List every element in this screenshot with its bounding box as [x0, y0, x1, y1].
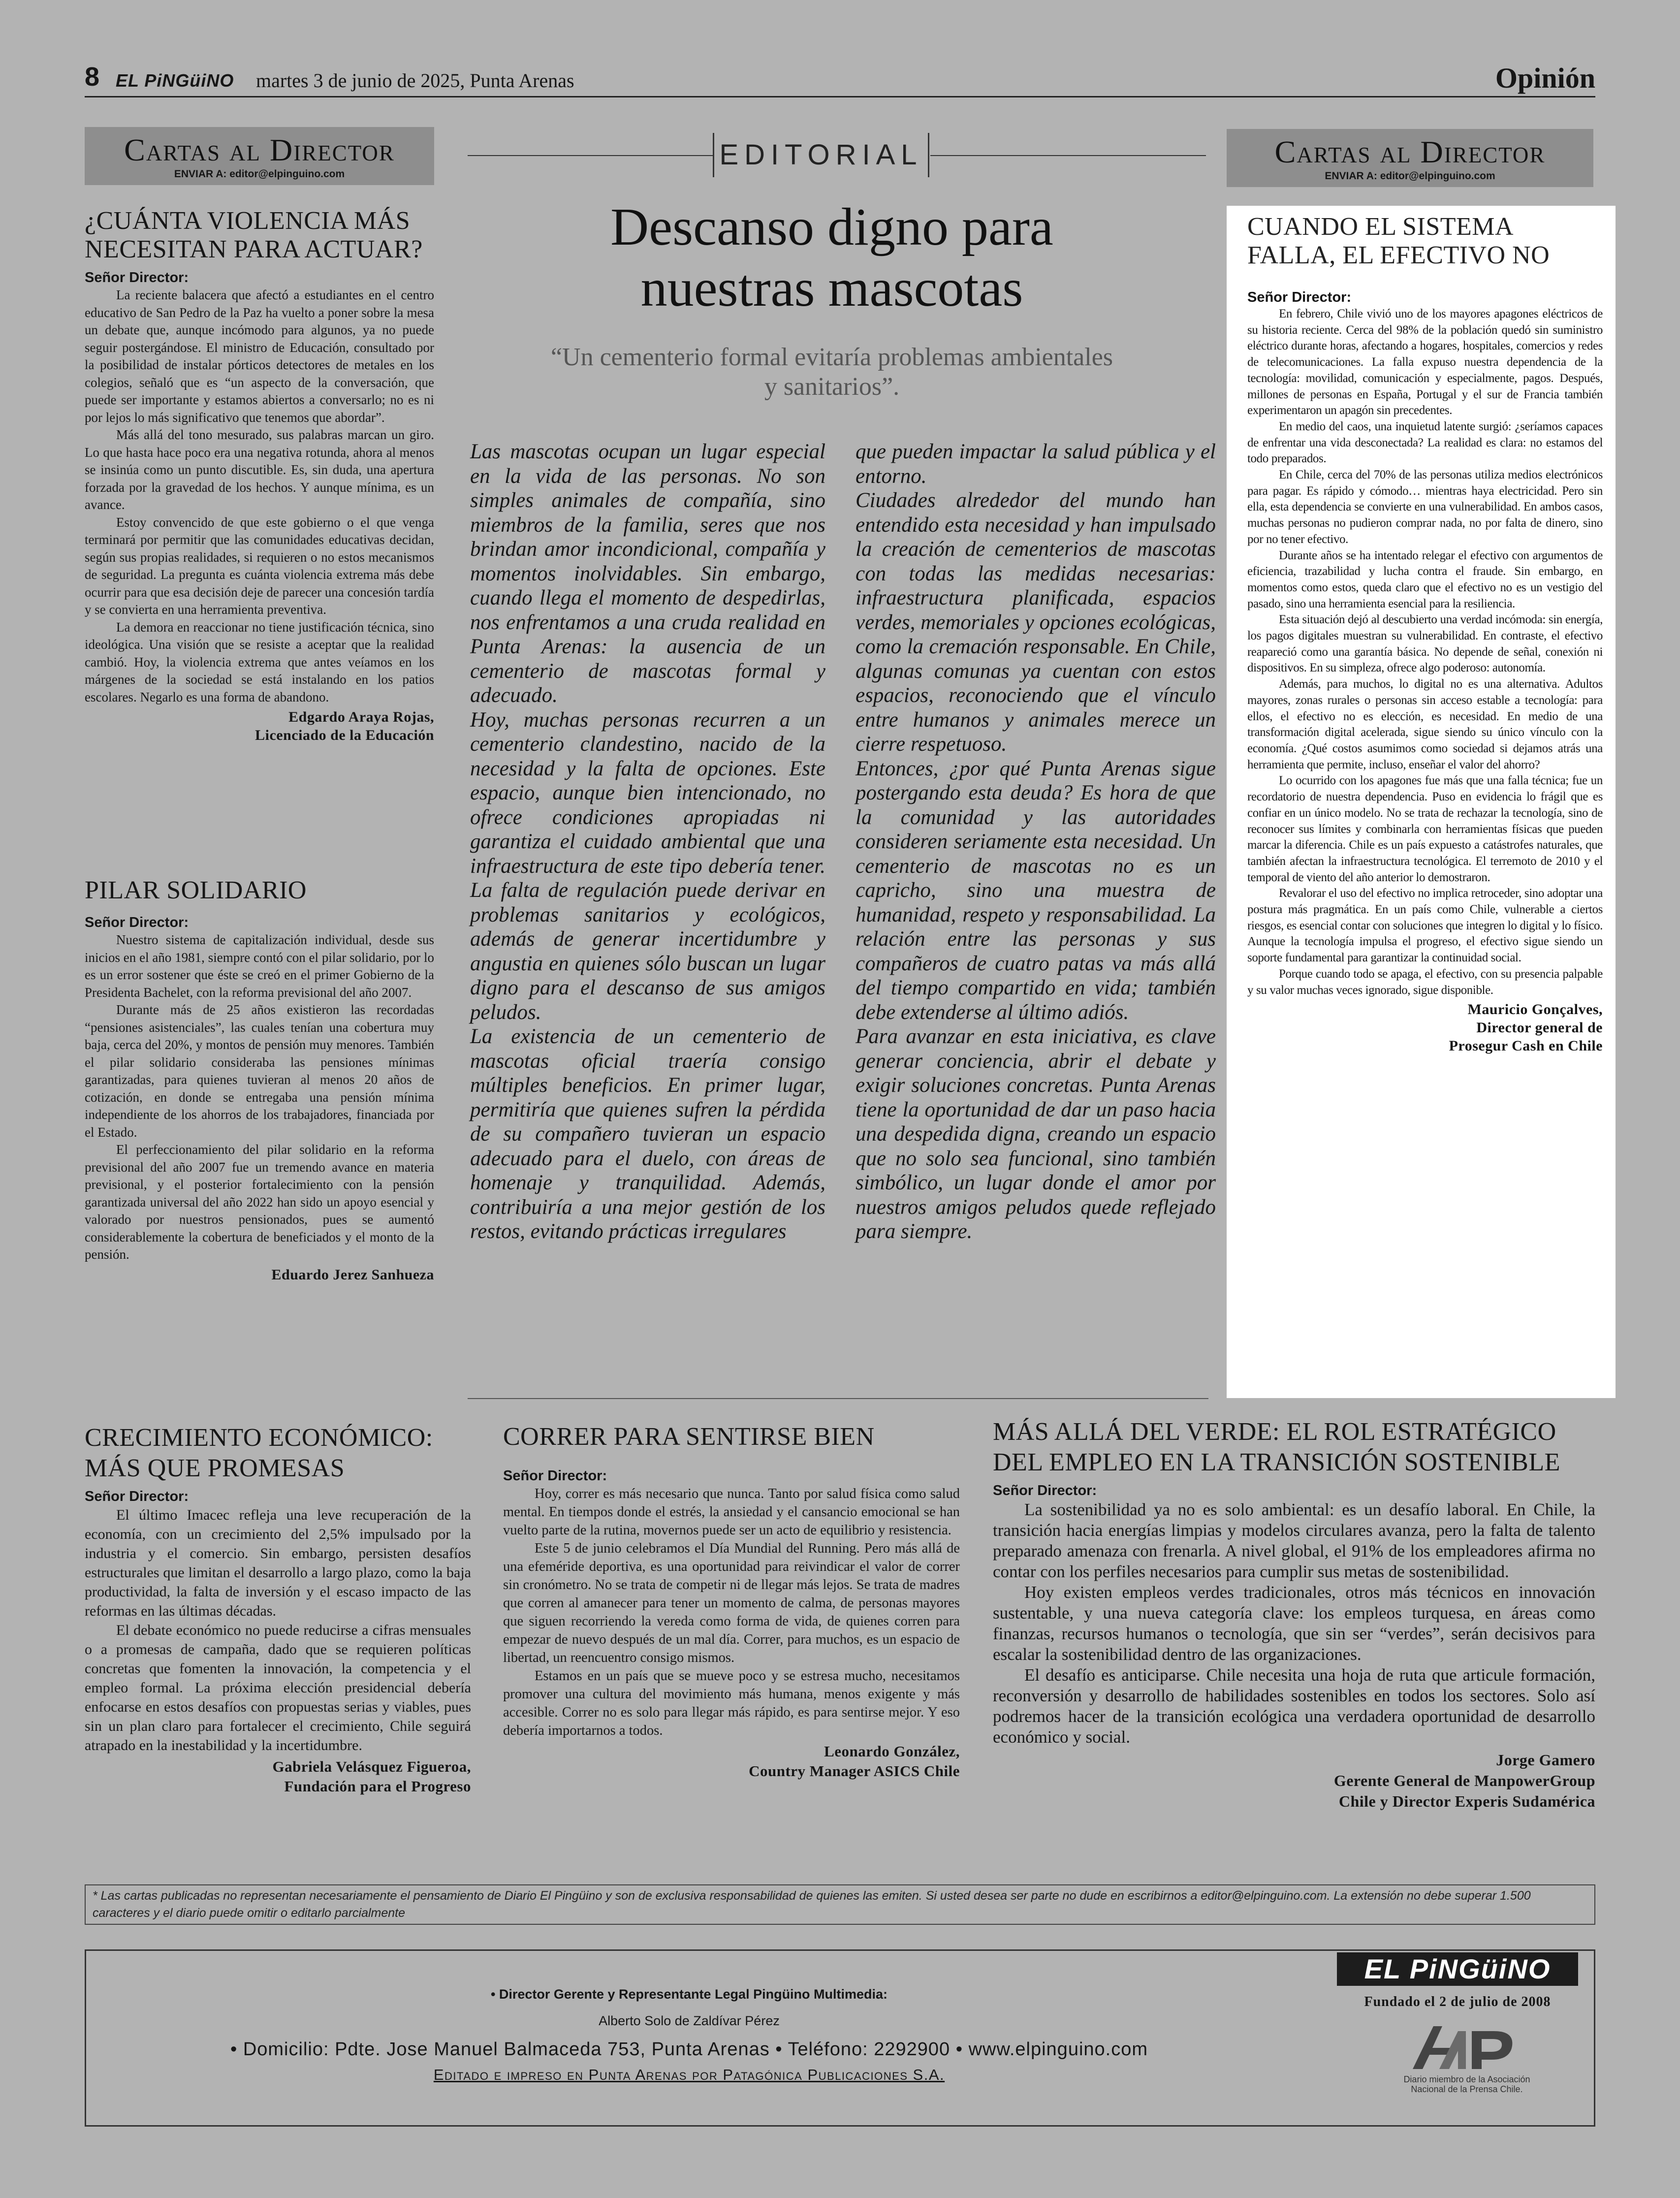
cartas-box: [1227, 129, 1593, 187]
footer-logo: [1337, 1952, 1578, 1986]
letter-body: [85, 287, 434, 706]
paragraph: Porque cuando todo se apaga, el efectivo, con su presencia palpable y su valor muchas veces ignorado, sigue disponible.: [1247, 967, 1603, 997]
letter-body: [993, 1499, 1595, 1748]
paragraph: Hoy, correr es más necesario que nunca. Tanto por salud física como salud mental. En tiempos donde el estrés, la ansiedad y el cansancio emocional se han vuelto parte de la rutina, movernos puede ser un acto de equilibrio y resistencia.: [503, 1486, 960, 1538]
editorial-label: EDITORIAL: [719, 139, 923, 171]
letter-verde: [993, 1417, 1595, 1812]
letter-signature: [85, 1266, 434, 1284]
letter-title: CORRER PARA SENTIRSE BIEN: [503, 1423, 875, 1451]
cartas-header-left: [85, 127, 434, 185]
letter-correr: [503, 1423, 960, 1781]
footer-founded: Fundado el 2 de julio de 2008: [1364, 1994, 1551, 2009]
editorial-paragraph: Las mascotas ocupan un lugar especial en la vida de las personas. No son simples animales de compañía, sino miembros de la familia, seres que nos brindan amor incondicional, compañía y momentos inolvidables. Sin embargo, cuando llega el momento de despedirlas, nos enfrentamos a una cruda realidad en Punta Arenas: la ausencia de un cementerio de mascotas formal y adecuado.: [470, 440, 825, 707]
disclaimer-box: [85, 1884, 1595, 1925]
letter-signature: [85, 708, 434, 744]
signature-line: Director general de: [1476, 1019, 1603, 1036]
paragraph: Esta situación dejó al descubierto una verdad incómoda: sin energía, los pagos digitales muestran su vulnerabilidad. En contraste, el efectivo reapareció como una garantía básica. No depende de señal, conexión ni dispositivos. En su simpleza, ofrece algo poderoso: autonomía.: [1247, 613, 1603, 675]
paragraph: Este 5 de junio celebramos el Día Mundial del Running. Pero más allá de una efeméride deportiva, es una oportunidad para reivindicar el valor de correr sin cronómetro. No se trata de competir ni de llegar más lejos. Se trata de madres que corren al amanecer para tener un momento de calma, de personas mayores que siguen recorriendo la vereda como forma de vida, de quienes corren para empezar de nuevo después de un mal día. Correr, para muchos, es un espacio de libertad, un reencuentro consigo mismos.: [503, 1541, 960, 1665]
section-title: Opinión: [1495, 62, 1595, 94]
paragraph: En medio del caos, una inquietud latente surgió: ¿seríamos capaces de enfrentar una vida desconectada? La realidad es clara: no estamos del todo preparados.: [1247, 419, 1603, 466]
letter-salute: Señor Director:: [993, 1483, 1097, 1498]
paragraph: Más allá del tono mesurado, sus palabras marcan un giro. Lo que hasta hace poco era una negativa rotunda, ahora al menos se insinúa como un punto discutible. Es, sin duda, una apertura forzada por la gravedad de los hechos. Y aunque mínima, es un avance.: [85, 427, 434, 512]
letter-title: PILAR SOLIDARIO: [85, 876, 307, 904]
letter-body: [85, 931, 434, 1264]
anp-caption-line: Diario miembro de la Asociación: [1403, 2074, 1530, 2084]
editorial-label-rule-right: [930, 155, 1206, 156]
paragraph: La sostenibilidad ya no es solo ambiental: es un desafío laboral. En Chile, la transición hacia energías limpias y modelos circulares avanza, pero la falta de talento preparado amenaza con frenarla. A nivel global, el 91% de los empleadores afirma no contar con los perfiles necesarios para cumplir sus metas de sostenibilidad.: [993, 1500, 1595, 1581]
paragraph: Durante más de 25 años existieron las recordadas “pensiones asistenciales”, las cuales tenían una cobertura muy baja, cerca del 20%, y montos de pensión muy menores. También el pilar solidario consideraba las pensiones mínimas garantizadas, para quienes tuvieran al menos 20 años de cotización, en donde se entregaba una pensión mínima independiente de los ahorros de los trabajadores, financiada por el Estado.: [85, 1002, 434, 1140]
editorial-paragraph: Entonces, ¿por qué Punta Arenas sigue postergando esta deuda? Es hora de que la comunidad y las autoridades consideren seriamente esta necesidad. Un cementerio de mascotas no es un capricho, sino una muestra de humanidad, respeto y responsabilidad. La relación entre las personas y sus compañeros de cuatro patas va más allá del tiempo compartido en vida; también debe extenderse al último adiós.: [856, 757, 1216, 1024]
header-date: martes 3 de junio de 2025, Punta Arenas: [256, 69, 574, 92]
signature-line: Fundación para el Progreso: [284, 1778, 471, 1795]
letter-signature: [993, 1750, 1595, 1812]
signature-line: Gerente General de ManpowerGroup: [1333, 1772, 1595, 1789]
letter-title: ¿CUÁNTA VIOLENCIA MÁS NECESITAN PARA ACTUAR?: [85, 207, 423, 263]
anp-logo-mark: [1403, 2022, 1531, 2071]
paragraph: La demora en reaccionar no tiene justificación técnica, sino ideológica. Una visión que se resiste a aceptar que la realidad cambió. Hoy, la violencia extrema que antes veíamos en los márgenes de la sociedad se está instalando en los patios escolares. Negarlo es una forma de abandono.: [85, 619, 434, 704]
cartas-title: Cartas al Director: [1274, 134, 1546, 169]
letter-salute: Señor Director:: [503, 1468, 607, 1484]
anp-caption: [1359, 2074, 1575, 2094]
paragraph: Lo ocurrido con los apagones fue más que una falla técnica; fue un recordatorio de nuestra dependencia. Puso en evidencia lo frágil que es confiar en un único modelo. No se trata de rechazar la tecnología, sino de reconocer sus límites y combinarla con herramientas físicas que pueden marcar la diferencia. Chile es un país expuesto a catástrofes naturales, que también afectan la infraestructura tecnológica. El terremoto de 2010 y el temporal de viento del año anterior lo demostraron.: [1247, 774, 1603, 884]
letter-salute: Señor Director:: [1247, 289, 1352, 305]
cartas-email: ENVIAR A: editor@elpinguino.com: [174, 168, 345, 180]
signature-line: Mauricio Gonçalves,: [1467, 1001, 1603, 1018]
paragraph: El perfeccionamiento del pilar solidario en la reforma previsional del año 2007 fue un tremendo avance en materia previsional, y el posterior fortalecimiento con la pensión garantizada universal del año 2022 han sido un apoyo esencial y valorado por nuestros pensionados, pues se aumentó considerablemente la cobertura de beneficiados y el monto de la pensión.: [85, 1142, 434, 1262]
paragraph: En Chile, cerca del 70% de las personas utiliza medios electrónicos para pagar. Es rápido y cómodo… mientras haya electricidad. Pero sin ella, esta dependencia se convierte en una vulnerabilidad. En ambos casos, muchas personas no pudieron comprar nada, no por falta de dinero, sino por no tener efectivo.: [1247, 468, 1603, 546]
letter-body: [1247, 306, 1603, 998]
letter-crecimiento: [85, 1423, 471, 1796]
cartas-header-right: [1227, 129, 1593, 187]
editorial-bottom-rule: [468, 1398, 1208, 1399]
letter-title: CRECIMIENTO ECONÓMICO: MÁS QUE PROMESAS: [85, 1424, 433, 1482]
disclaimer-text: * Las cartas publicadas no representan necesariamente el pensamiento de Diario El Pingüino y son de exclusiva responsabilidad de quienes las emiten. Si usted desea ser parte no dude en escribirnos a editor@elpinguino.com. La extensión no debe superar 1.500 caracteres y el diario puede omitir o editarlo parcialmente: [93, 1889, 1531, 1920]
editorial-headline: Descanso digno para nuestras mascotas: [610, 198, 1053, 318]
signature-line: Eduardo Jerez Sanhueza: [271, 1266, 434, 1283]
paragraph: El desafío es anticiparse. Chile necesita una hoja de ruta que articule formación, reconversión y desarrollo de habilidades sostenibles en todos los sectores. Solo así podremos hacer de la transición ecológica una verdadera oportunidad de desarrollo económico y social.: [993, 1665, 1595, 1747]
letter-title: CUANDO EL SISTEMA FALLA, EL EFECTIVO NO: [1247, 213, 1550, 269]
header-logo: EL PiNGüiNO: [116, 70, 234, 91]
editorial-col-1: [470, 440, 825, 1244]
footer-logo-text: EL PiNGüiNO: [1364, 1953, 1551, 1984]
paragraph: Nuestro sistema de capitalización individual, desde sus inicios en el año 1981, siempre contó con el pilar solidario, por lo es un error sostener que éste se creó en el primer Gobierno de la Presidenta Bachelet, con la reforma previsional del año 2007.: [85, 932, 434, 1000]
footer-director-name: Alberto Solo de Zaldívar Pérez: [599, 2013, 780, 2028]
letter-violencia: [85, 207, 434, 744]
cartas-email: ENVIAR A: editor@elpinguino.com: [1325, 170, 1495, 182]
cartas-title: Cartas al Director: [124, 132, 395, 167]
anp-logo: [1403, 2022, 1531, 2071]
footer-address: • Domicilio: Pdte. Jose Manuel Balmaceda 753, Punta Arenas • Teléfono: 2292900 • www.elpinguino.com: [230, 2039, 1148, 2060]
paragraph: El debate económico no puede reducirse a cifras mensuales o a promesas de campaña, dado que se requieren políticas concretas que fomenten la innovación, la competencia y el empleo formal. La próxima elección presidencial debería enfocarse en estos desafíos con propuestas serias y viables, pues sin un plan claro para fortalecer el crecimiento, Chile seguirá atrapado en la inestabilidad y la incertidumbre.: [85, 1622, 471, 1753]
editorial-paragraph: que pueden impactar la salud pública y el entorno.: [856, 440, 1216, 488]
editorial-col-2: [856, 440, 1216, 1244]
paragraph: Estoy convencido de que este gobierno o el que venga terminará por permitir que las comunidades educativas decidan, según sus propias realidades, si requieren o no estos mecanismos de seguridad. La pregunta es cuánta violencia extrema más debe ocurrir para que esa decisión deje de parecer una concesión tardía y se convierta en una herramienta preventiva.: [85, 514, 434, 617]
editorial-label-box: [713, 133, 929, 177]
paragraph: Hoy existen empleos verdes tradicionales, otros más técnicos en innovación sustentable, y una nueva categoría clave: los empleos turquesa, en áreas como finanzas, recursos humanos o tecnología, que sin ser “verdes”, serán decisivos para escalar la sostenibilidad dentro de las organizaciones.: [993, 1583, 1595, 1664]
editorial-paragraph: Ciudades alrededor del mundo han entendido esta necesidad y han impulsado la creación de cementerios de mascotas con todas las medidas necesarias: infraestructura planificada, espacios verdes, memoriales y opciones ecológicas, como la cremación responsable. En Chile, algunas comunas ya cuentan con estos espacios, reconociendo que el vínculo entre humanos y animales merece un cierre respetuoso.: [856, 489, 1216, 756]
cartas-box: [85, 127, 434, 185]
letter-salute: Señor Director:: [85, 270, 189, 286]
letter-salute: Señor Director:: [85, 915, 189, 930]
signature-line: Leonardo González,: [824, 1743, 960, 1760]
header-rule: [85, 96, 1595, 97]
letter-body: [85, 1505, 471, 1755]
paragraph: Estamos en un país que se mueve poco y se estresa mucho, necesitamos promover una cultura del movimiento más humana, menos exigente y más accesible. Correr no es solo para llegar más rápido, es para sentirse mejor. Y eso debería importarnos a todos.: [503, 1668, 960, 1738]
paragraph: La reciente balacera que afectó a estudiantes en el centro educativo de San Pedro de la Paz ha vuelto a poner sobre la mesa un debate que, aunque incómodo para algunos, ya no puede seguir postergándose. El ministro de Educación, consultado por la posibilidad de instalar pórticos detectores de metales en los colegios, señaló que es “un aspecto de la conversación, que puede ser importante y estamos abiertos a conversarlo; no es ni por lejos lo más significativo que tenemos que abordar”.: [85, 287, 434, 425]
paragraph: En febrero, Chile vivió uno de los mayores apagones eléctricos de su historia reciente. Cerca del 98% de la población quedó sin suministro eléctrico durante horas, afectando a hogares, hospitales, comercios y redes de telecomunicaciones. La falla expuso nuestra dependencia de la tecnología: movilidad, comunicación y especialmente, pagos. Después, millones de personas en España, Portugal y el sur de Francia también experimentaron un apagón sin precedentes.: [1247, 307, 1603, 417]
editorial-quote: “Un cementerio formal evitaría problemas ambientales y sanitarios”.: [550, 343, 1113, 401]
paragraph: Además, para muchos, lo digital no es una alternativa. Adultos mayores, zonas rurales o personas sin acceso estable a tecnología: para ellos, el efectivo no es elección, es necesidad. En medio de una transformación digital acelerada, sigue siendo su único vínculo con la economía. ¿Qué costos asumimos como sociedad si dejamos atrás una herramienta que permite, incluso, enseñar el valor del ahorro?: [1247, 677, 1603, 771]
letter-signature: [1247, 1000, 1603, 1055]
letter-pilar: [85, 876, 434, 1284]
letter-signature: [503, 1742, 960, 1781]
signature-line: Prosegur Cash en Chile: [1449, 1038, 1603, 1054]
editorial-label-rule-left: [468, 155, 714, 156]
letter-salute: Señor Director:: [85, 1489, 189, 1504]
letter-body: [503, 1485, 960, 1740]
letter-signature: [85, 1757, 471, 1796]
footer-printed: Editado e impreso en Punta Arenas por Patagónica Publicaciones S.A.: [433, 2066, 945, 2083]
footer-director-label: • Director Gerente y Representante Legal Pingüino Multimedia:: [490, 1987, 888, 2002]
paragraph: El último Imacec refleja una leve recuperación de la economía, con un crecimiento del 2,5% impulsado por la industria y el comercio. Sin embargo, persisten desafíos estructurales que limitan el desarrollo a largo plazo, como la baja productividad, la falta de inversión y el escaso impacto de las reformas en las últimas décadas.: [85, 1507, 471, 1619]
paragraph: Revalorar el uso del efectivo no implica retroceder, sino adoptar una postura más pragmática. En un país como Chile, vulnerable a ciertos riesgos, es esencial contar con soluciones que integren lo digital y lo físico. Aunque la tecnología impulsa el progreso, el efectivo sigue siendo un soporte fundamental para garantizar la continuidad social.: [1247, 887, 1603, 965]
editorial-paragraph: La existencia de un cementerio de mascotas oficial traería consigo múltiples beneficios. En primer lugar, permitiría que quienes sufren la pérdida de su compañero tuvieran un espacio adecuado para el duelo, con áreas de homenaje y tranquilidad. Además, contribuiría a una mejor gestión de los restos, evitando prácticas irregulares: [470, 1025, 825, 1243]
editorial-paragraph: Hoy, muchas personas recurren a un cementerio clandestino, nacido de la necesidad y la falta de opciones. Este espacio, aunque bien intencionado, no ofrece condiciones apropiadas ni garantiza el cuidado ambiental que una infraestructura de este tipo debería tener. La falta de regulación puede derivar en problemas sanitarios y ecológicos, además de generar incertidumbre y angustia en quienes sólo buscan un lugar digno para el descanso de sus amigos peludos.: [470, 708, 825, 1024]
editorial-paragraph: Para avanzar en esta iniciativa, es clave generar conciencia, abrir el debate y exigir soluciones concretas. Punta Arenas tiene la oportunidad de dar un paso hacia una despedida digna, creando un espacio que no solo sea funcional, sino también simbólico, un lugar donde el amor por nuestros amigos peludos quede reflejado para siempre.: [856, 1025, 1216, 1243]
letter-title: MÁS ALLÁ DEL VERDE: EL ROL ESTRATÉGICO DEL EMPLEO EN LA TRANSICIÓN SOSTENIBLE: [993, 1418, 1560, 1476]
page-number: 8: [85, 62, 100, 92]
paragraph: Durante años se ha intentado relegar el efectivo con argumentos de eficiencia, trazabilidad y lucha contra el fraude. Sin embargo, en momentos como estos, queda claro que el efectivo no es un vestigio del pasado, sino una herramienta esencial para la resiliencia.: [1247, 548, 1603, 610]
signature-line: Gabriela Velásquez Figueroa,: [272, 1758, 471, 1775]
signature-line: Edgardo Araya Rojas,: [288, 709, 434, 725]
letter-efectivo: [1227, 206, 1616, 1398]
signature-line: Licenciado de la Educación: [255, 727, 434, 743]
signature-line: Chile y Director Experis Sudamérica: [1338, 1792, 1595, 1810]
anp-caption-line: Nacional de la Prensa Chile.: [1411, 2084, 1523, 2094]
signature-line: Country Manager ASICS Chile: [749, 1762, 960, 1780]
signature-line: Jorge Gamero: [1496, 1751, 1595, 1769]
